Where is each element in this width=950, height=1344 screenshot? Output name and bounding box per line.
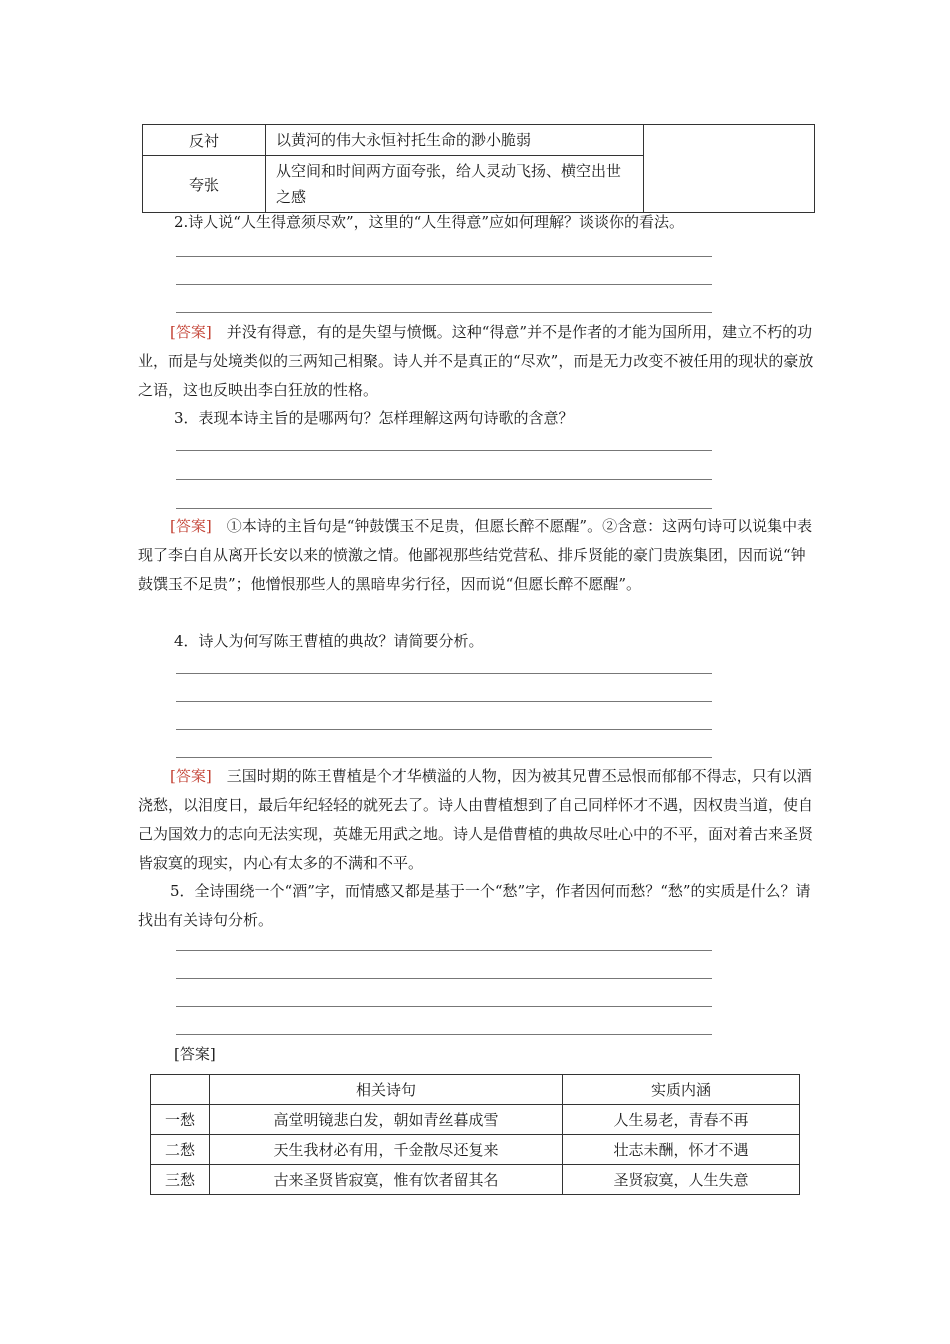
answer-text: ①本诗的主旨句是“钟鼓馔玉不足贵，但愿长醉不愿醒”。②含意：这两句诗可以说集中表现了李白自从离开长安以来的愤激之情。他鄙视那些结党营私、排斥贤能的豪门贵族集团，因而说“钟鼓馔玉不足贵”；他憎恨那些人的黑暗卑劣行径，因而说“但愿长醉不愿醒”。 bbox=[138, 517, 813, 593]
answer-line bbox=[176, 978, 712, 979]
description-cell: 从空间和时间两方面夸张，给人灵动飞扬、横空出世之感 bbox=[266, 156, 644, 213]
answer-line bbox=[176, 508, 712, 509]
verse-cell: 天生我材必有用，千金散尽还复来 bbox=[210, 1135, 563, 1165]
answer-line bbox=[176, 950, 712, 951]
table-header-row bbox=[151, 1075, 800, 1105]
technique-cell: 夸张 bbox=[143, 156, 266, 213]
question-2: 2.诗人说“人生得意须尽欢”，这里的“人生得意”应如何理解？谈谈你的看法。 bbox=[174, 213, 684, 231]
answer-line bbox=[176, 479, 712, 480]
answer-line bbox=[176, 729, 712, 730]
technique-cell: 反衬 bbox=[143, 125, 266, 156]
header-cell: 相关诗句 bbox=[210, 1075, 563, 1105]
answer-line bbox=[176, 450, 712, 451]
answer-line bbox=[176, 284, 712, 285]
answer-3 bbox=[138, 512, 814, 599]
table-row bbox=[151, 1105, 800, 1135]
table-row bbox=[151, 1135, 800, 1165]
table-row bbox=[143, 125, 815, 156]
answer-tag: [答案] bbox=[170, 767, 212, 785]
empty-cell bbox=[644, 125, 815, 213]
answer-line bbox=[176, 757, 712, 758]
table-row bbox=[151, 1165, 800, 1195]
answer-line bbox=[176, 701, 712, 702]
header-cell bbox=[151, 1075, 210, 1105]
answer-text: 三国时期的陈王曹植是个才华横溢的人物，因为被其兄曹丕忌恨而郁郁不得志，只有以酒浇愁，以泪度日，最后年纪轻轻的就死去了。诗人由曹植想到了自己同样怀才不遇，因权贵当道，使自己为国效力的志向无法实现，英雄无用武之地。诗人是借曹植的典故尽吐心中的不平，面对着古来圣贤皆寂寞的现实，内心有太多的不满和不平。 bbox=[138, 767, 814, 872]
verse-cell: 高堂明镜悲白发，朝如青丝暮成雪 bbox=[210, 1105, 563, 1135]
technique-table bbox=[142, 124, 815, 213]
header-cell: 实质内涵 bbox=[563, 1075, 800, 1105]
question-5 bbox=[138, 877, 814, 935]
description-cell: 以黄河的伟大永恒衬托生命的渺小脆弱 bbox=[266, 125, 644, 156]
answer-line bbox=[176, 312, 712, 313]
sorrow-table bbox=[150, 1074, 800, 1195]
meaning-cell: 人生易老，青春不再 bbox=[563, 1105, 800, 1135]
answer-tag: [答案] bbox=[170, 323, 212, 341]
label-cell: 三愁 bbox=[151, 1165, 210, 1195]
meaning-cell: 圣贤寂寞，人生失意 bbox=[563, 1165, 800, 1195]
label-cell: 二愁 bbox=[151, 1135, 210, 1165]
answer-2 bbox=[138, 318, 814, 405]
meaning-cell: 壮志未酬，怀才不遇 bbox=[563, 1135, 800, 1165]
verse-cell: 古来圣贤皆寂寞，惟有饮者留其名 bbox=[210, 1165, 563, 1195]
answer-line bbox=[176, 1006, 712, 1007]
answer-line bbox=[176, 1034, 712, 1035]
answer-tag: [答案] bbox=[170, 517, 212, 535]
question-3: 3．表现本诗主旨的是哪两句？怎样理解这两句诗歌的含意？ bbox=[174, 409, 574, 427]
answer-line bbox=[176, 256, 712, 257]
answer-line bbox=[176, 673, 712, 674]
answer-text: 并没有得意，有的是失望与愤慨。这种“得意”并不是作者的才能为国所用，建立不朽的功业，而是与处境类似的三两知己相聚。诗人并不是真正的“尽欢”，而是无力改变不被任用的现状的豪放之语，这也反映出李白狂放的性格。 bbox=[138, 323, 814, 399]
question-text: 5．全诗围绕一个“酒”字，而情感又都是基于一个“愁”字，作者因何而愁？“愁”的实质是什么？请找出有关诗句分析。 bbox=[138, 882, 811, 929]
answer-4 bbox=[138, 762, 814, 878]
label-cell: 一愁 bbox=[151, 1105, 210, 1135]
question-4: 4．诗人为何写陈王曹植的典故？请简要分析。 bbox=[174, 632, 484, 650]
answer-tag: [答案] bbox=[174, 1045, 216, 1063]
